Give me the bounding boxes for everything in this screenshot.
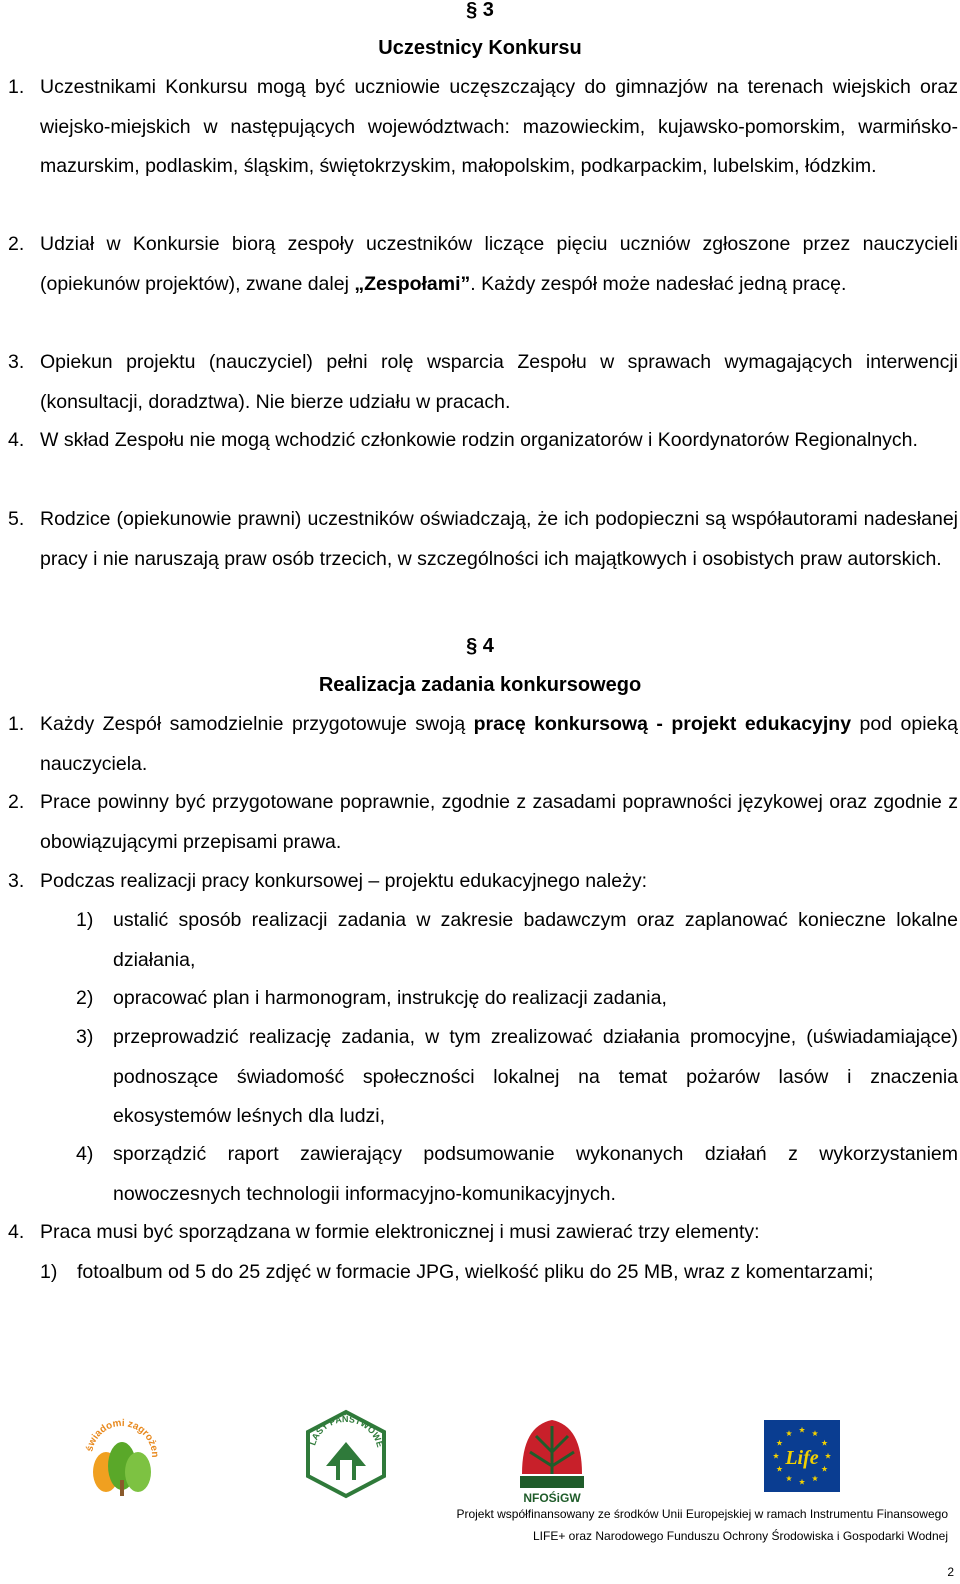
item-text: Opiekun projektu (nauczyciel) pełni rolę wsparcia Zespołu w sprawach wymagających interwencji (konsultacji, doradztwa). Nie bierze udziału w pracach.	[40, 351, 958, 413]
sub-item-text: fotoalbum od 5 do 25 zdjęć w formacie JPG, wielkość pliku do 25 MB, wraz z komentarzami;	[77, 1261, 874, 1283]
footer-line-1: Projekt współfinansowany ze środków Unii Europejskiej w ramach Instrumentu Finansowego	[456, 1507, 948, 1521]
item-text: W skład Zespołu nie mogą wchodzić członkowie rodzin organizatorów i Koordynatorów Regionalnych.	[40, 429, 918, 451]
lasy-panstwowe-logo	[300, 1408, 392, 1500]
sub-item-text: przeprowadzić realizację zadania, w tym zrealizować działania promocyjne, (uświadamiające) podnoszące świadomość społeczności lokalnej na temat pożarów lasów i znaczenia ekosystemów leśnych dla ludzi,	[113, 1026, 958, 1127]
footer-line-2: LIFE+ oraz Narodowego Funduszu Ochrony Środowiska i Gospodarki Wodnej	[533, 1529, 948, 1543]
svg-text:Life: Life	[785, 1447, 819, 1469]
sub-item-text: sporządzić raport zawierający podsumowanie wykonanych działań z wykorzystaniem nowoczesnych technologii informacyjno-komunikacyjnych.	[113, 1143, 958, 1205]
section-sign: § 3	[466, 0, 494, 21]
sub-item-number: 2)	[76, 987, 94, 1009]
svg-text:LASY PAŃSTWOWE: LASY PAŃSTWOWE	[307, 1413, 386, 1449]
item-text: Każdy Zespół samodzielnie przygotowuje swoją pracę konkursową - projekt edukacyjny pod opieką nauczyciela.	[40, 713, 958, 775]
list-item	[8, 68, 958, 187]
section-title: Realizacja zadania konkursowego	[318, 674, 642, 696]
item-number: 2.	[8, 791, 25, 813]
item-text: Udział w Konkursie biorą zespoły uczestników liczące pięciu uczniów zgłoszone przez nauczycieli (opiekunów projektów), zwane dalej „Zespołami”. Każdy zespół może nadesłać jedną pracę.	[40, 233, 958, 295]
eu-life-logo	[764, 1420, 840, 1492]
sub-item-text: ustalić sposób realizacji zadania w zakresie badawczym oraz zaplanować konieczne lokalne działania,	[113, 909, 958, 971]
sub-list-item	[40, 1253, 958, 1293]
item-text: Rodzice (opiekunowie prawni) uczestników oświadczają, że ich podopieczni są współautorami nadesłanej pracy i nie naruszają praw osób trzecich, w szczególności ich majątkowych i osobistych praw autorskich.	[40, 508, 958, 570]
list-item	[8, 783, 958, 862]
item-number: 5.	[8, 508, 25, 530]
item-number: 4.	[8, 1221, 25, 1243]
item-number: 4.	[8, 429, 25, 451]
item-text: Prace powinny być przygotowane poprawnie, zgodnie z zasadami poprawności językowej oraz zgodnie z obowiązującymi przepisami prawa.	[40, 791, 958, 853]
sub-list-item	[76, 979, 958, 1019]
nfosigw-logo	[512, 1412, 592, 1508]
sub-list-item	[76, 901, 958, 980]
item-text: Uczestnikami Konkursu mogą być uczniowie uczęszczający do gimnazjów na terenach wiejskich oraz wiejsko-miejskich w następujących województwach: mazowieckim, kujawsko-pomorskim, warmińsko-mazurskim, podlaskim, śląskim, świętokrzyskim, małopolskim, podkarpackim, lubelskim, łódzkim.	[40, 76, 958, 177]
sub-list-item	[76, 1135, 958, 1214]
item-number: 1.	[8, 76, 25, 98]
sub-item-number: 3)	[76, 1026, 94, 1048]
list-item	[8, 343, 958, 422]
list-item	[8, 862, 958, 902]
list-item	[8, 225, 958, 304]
list-item	[8, 421, 958, 461]
swiadomi-zagrozenia-logo	[82, 1410, 162, 1502]
item-text: Podczas realizacji pracy konkursowej – projektu edukacyjnego należy:	[40, 870, 647, 892]
section-sign: § 4	[466, 635, 494, 657]
svg-text:NFOŚiGW: NFOŚiGW	[523, 1491, 581, 1505]
item-number: 3.	[8, 351, 25, 373]
list-item	[8, 705, 958, 784]
list-item	[8, 500, 958, 579]
sub-item-number: 4)	[76, 1143, 94, 1165]
sub-item-number: 1)	[76, 909, 94, 931]
item-number: 1.	[8, 713, 25, 735]
section-title: Uczestnicy Konkursu	[378, 37, 582, 59]
item-number: 2.	[8, 233, 25, 255]
bold-term: „Zespołami”	[354, 272, 471, 295]
page-number: 2	[947, 1565, 954, 1579]
sub-item-text: opracować plan i harmonogram, instrukcję do realizacji zadania,	[113, 987, 667, 1009]
bold-term: pracę konkursową - projekt edukacyjny	[473, 713, 852, 735]
item-number: 3.	[8, 870, 25, 892]
item-text: Praca musi być sporządzana w formie elektronicznej i musi zawierać trzy elementy:	[40, 1221, 760, 1243]
list-item	[8, 1213, 958, 1253]
sub-list-item	[76, 1018, 958, 1137]
sub-item-number: 1)	[40, 1261, 58, 1283]
svg-text:świadomi zagrożenia: świadomi zagrożen	[84, 1417, 161, 1458]
